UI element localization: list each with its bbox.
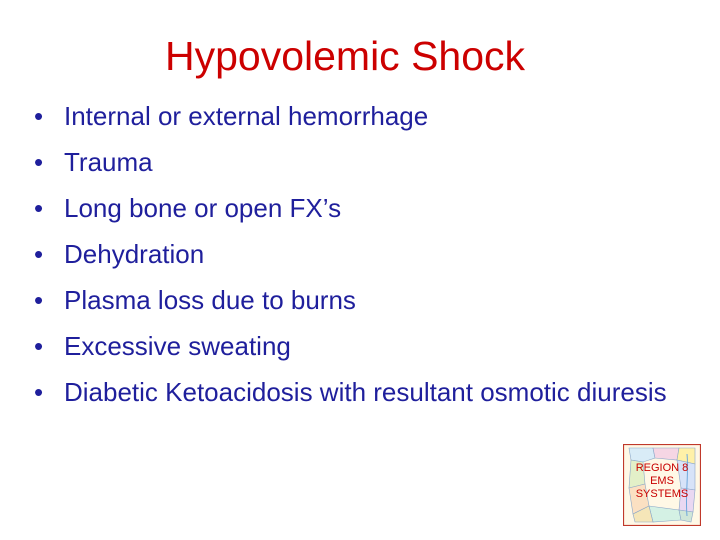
bullet-item bbox=[34, 369, 704, 415]
bullet-text: Internal or external hemorrhage bbox=[64, 101, 429, 131]
bullet-text: Diabetic Ketoacidosis with resultant osmotic diuresis bbox=[64, 377, 667, 407]
logo-line-ems: EMS bbox=[650, 475, 674, 487]
bullet-dot-icon: • bbox=[34, 193, 44, 223]
bullet-text: Dehydration bbox=[64, 239, 205, 269]
bullet-text: Trauma bbox=[64, 147, 153, 177]
bullet-item bbox=[34, 323, 704, 369]
bullet-dot-icon: • bbox=[34, 331, 44, 361]
bullet-text: Excessive sweating bbox=[64, 331, 291, 361]
bullet-dot-icon: • bbox=[34, 147, 44, 177]
bullet-dot-icon: • bbox=[34, 377, 44, 407]
bullet-item bbox=[34, 231, 704, 277]
bullet-dot-icon: • bbox=[34, 101, 44, 131]
bullet-item bbox=[34, 139, 704, 185]
slide-title: Hypovolemic Shock bbox=[164, 33, 526, 79]
logo-line-region: REGION 8 bbox=[635, 462, 689, 474]
bullet-list bbox=[34, 93, 704, 415]
bullet-dot-icon: • bbox=[34, 285, 44, 315]
logo-text bbox=[623, 462, 701, 501]
bullet-text: Long bone or open FX’s bbox=[64, 193, 342, 223]
bullet-text: Plasma loss due to burns bbox=[64, 285, 356, 315]
bullet-item bbox=[34, 93, 704, 139]
logo-line-systems: SYSTEMS bbox=[635, 488, 689, 500]
bullet-item bbox=[34, 185, 704, 231]
bullet-dot-icon: • bbox=[34, 239, 44, 269]
region-8-ems-logo bbox=[623, 444, 701, 526]
bullet-item bbox=[34, 277, 704, 323]
